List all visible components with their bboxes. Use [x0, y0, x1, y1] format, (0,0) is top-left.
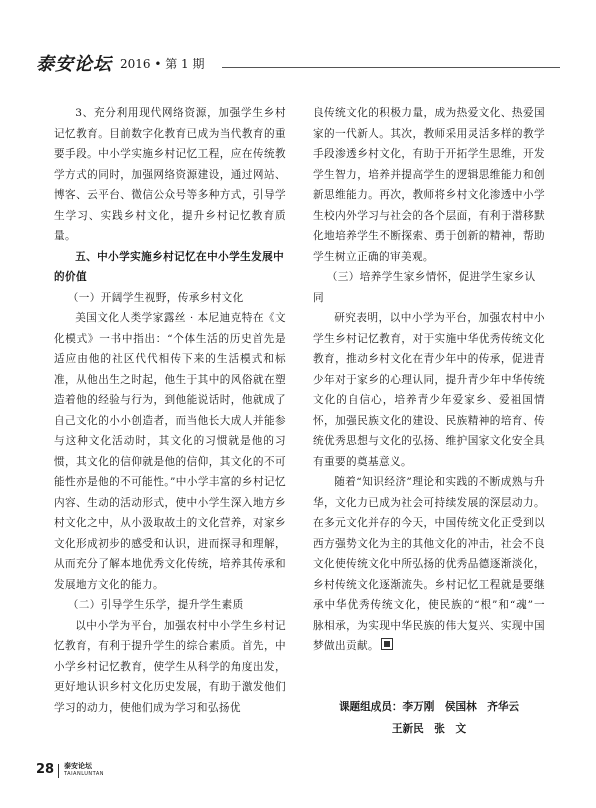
- left-column: [54, 103, 286, 718]
- footer-magazine-name-en: TAIANLUNTAN: [64, 771, 104, 777]
- credits-line: 课题组成员：李万刚 侯国林 齐华云: [338, 701, 520, 713]
- subsection-heading: （二）引导学生乐学，提升学生素质: [67, 599, 244, 611]
- end-mark-icon: [381, 638, 393, 650]
- section-heading: 五、中小学实施乡村记忆在中小学生发展中的价值: [54, 250, 285, 283]
- paragraph: 以中小学为平台，加强农村中小学生乡村记忆教育，有利于提升学生的综合素质。首先，中小学乡村记忆教育，使学生从科学的角度出发，更好地认识乡村文化历史发展，有助于激发他们学习的动力，使他们成为学习和弘扬优: [54, 619, 286, 714]
- research-group-credits: [313, 696, 545, 740]
- credits-line: 王新民 张 文: [391, 723, 467, 735]
- paragraph: 研究表明，以中小学为平台，加强农村中小学生乡村记忆教育，对于实施中华优秀传统文化教育，推动乡村文化在青少年中的传承，促进青少年对于家乡的心理认同，提升青少年中华传统文化的自信心，培养青少年爱家乡、爱祖国情怀，加强民族文化的建设、民族精神的培育、传统优秀思想与文化的弘扬、维护国家文化安全具有重要的奠基意义。: [313, 312, 545, 468]
- paragraph: 良传统文化的积极力量，成为热爱文化、热爱国家的一代新人。其次，教师采用灵活多样的教学手段渗透乡村文化，有助于开拓学生思维，开发学生智力，培养并提高学生的逻辑思维能力和创新思维能力。再次，教师将乡村文化渗透中小学生校内外学习与社会的各个层面，有利于潜移默化地培养学生不断探索、勇于创新的精神，帮助学生树立正确的审美观。: [313, 107, 545, 263]
- footer-magazine-name: 泰安论坛: [64, 762, 92, 770]
- paragraph: 3、充分利用现代网络资源，加强学生乡村记忆教育。目前数字化教育已成为当代教育的重要手段。中小学实施乡村记忆工程，应在传统教学方式的同时，加强网络资源建设，通过网站、博客、云平台、微信公众号等多种方式，引导学生学习、实践乡村文化，提升乡村记忆教育质量。: [54, 107, 286, 242]
- page-footer: [36, 762, 236, 784]
- header-rule: [222, 67, 560, 68]
- issue-label: 2016 • 第 1 期: [120, 57, 205, 71]
- right-column: [313, 103, 545, 657]
- journal-title: 泰安论坛: [36, 54, 112, 75]
- running-header: [36, 48, 560, 74]
- subsection-heading: （一）开阔学生视野，传承乡村文化: [67, 291, 244, 304]
- subsection-heading: （三）培养学生家乡情怀，促进学生家乡认同: [313, 271, 536, 304]
- page-number: 28: [36, 762, 55, 777]
- paragraph-final: [313, 472, 545, 657]
- footer-divider: [58, 764, 59, 778]
- paragraph: 美国文化人类学家露丝 · 本尼迪克特在《文化模式》一书中指出：“个体生活的历史首先是适应由他的社区代代相传下来的生活模式和标准，从他出生之时起，他生于其中的风俗就在塑造着他的经验与行为，到他能说话时，他就成了自己文化的小小创造者，而当他长大成人并能参与这种文化活动时，其文化的习惯就是他的习惯，其文化的信仰就是他的信仰，其文化的不可能性亦是他的不可能性。”中小学丰富的乡村记忆内容、生动的活动形式，使中小学生深入地方乡村文化之中，从小汲取故土的文化营养，对家乡文化形成初步的感受和认识，进而探寻和理解，从而充分了解本地优秀文化传统，培养其传承和发展地方文化的能力。: [54, 312, 286, 591]
- paragraph-text: 随着“知识经济”理论和实践的不断成熟与升华，文化力已成为社会可持续发展的深层动力。在多元文化并存的今天，中国传统文化正受到以西方强势文化为主的其他文化的冲击，社会不良文化使传统文化中所弘扬的优秀品德逐渐淡化，乡村传统文化逐渐流失。乡村记忆工程就是要继承中华优秀传统文化，使民族的“根”和“魂”一脉相承，为实现中华民族的伟大复兴、实现中国梦做出贡献。: [313, 476, 545, 652]
